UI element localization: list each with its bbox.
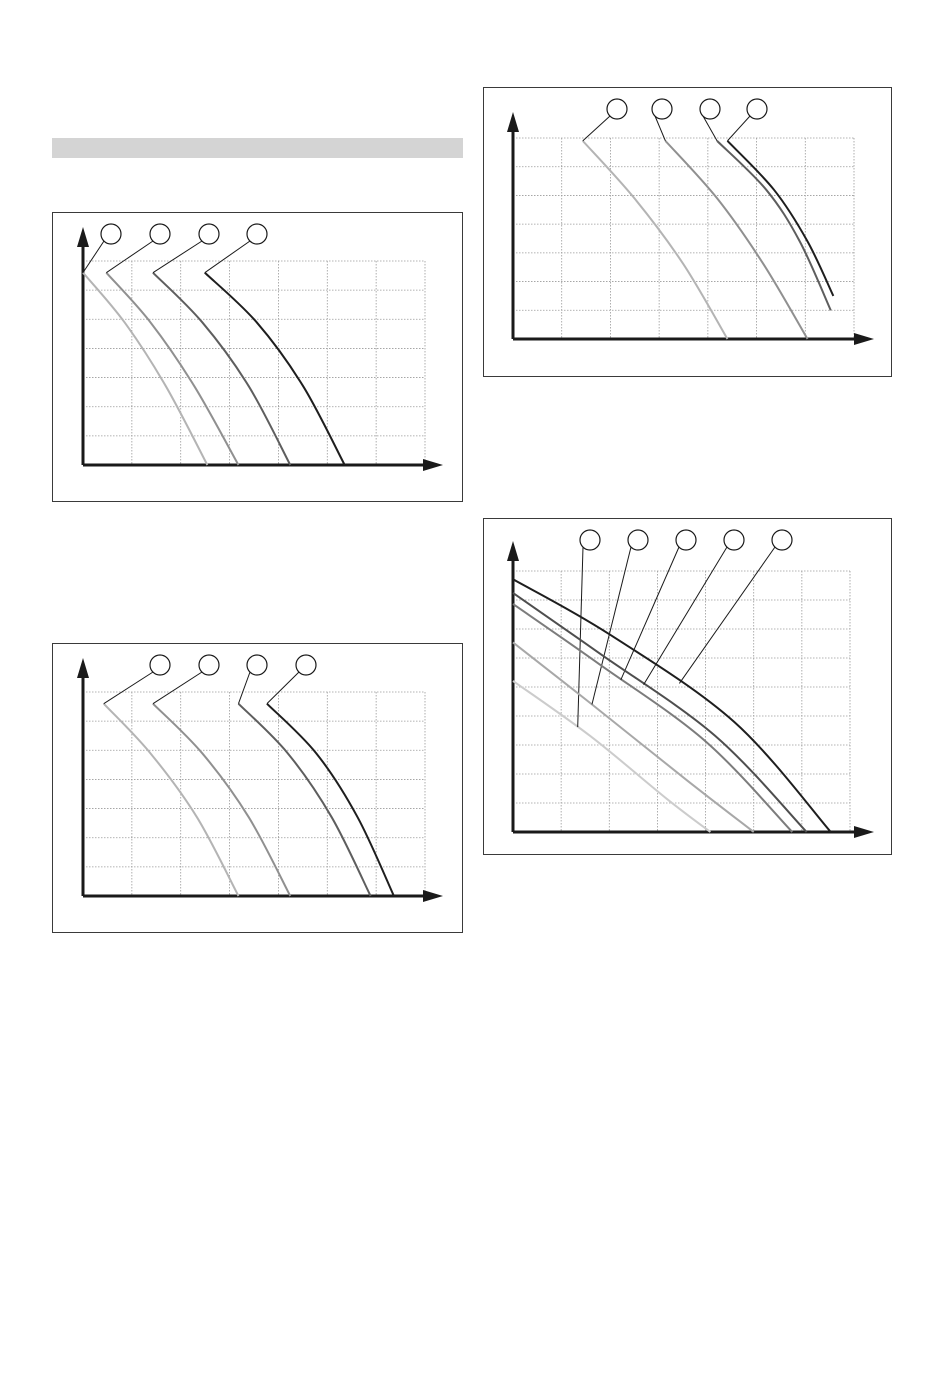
chart-1-y-axis-arrow: [77, 227, 89, 247]
chart-2-callout-4-leader: [267, 672, 299, 704]
chart-4-x-axis-arrow: [854, 826, 874, 838]
chart-3-series-2-line: [665, 141, 807, 339]
chart-4-series-5-line: [513, 579, 831, 832]
chart-3-x-axis-arrow: [854, 333, 874, 345]
chart-3-callout-2-leader: [655, 116, 665, 141]
chart-3-series-4-line: [727, 141, 833, 296]
chart-4-y-axis-arrow: [507, 541, 519, 561]
chart-4-callout-5-leader: [679, 547, 775, 683]
chart-panel-1: [52, 212, 463, 502]
chart-3-callout-3-leader: [703, 116, 717, 141]
chart-2-y-axis-arrow: [77, 658, 89, 678]
chart-4-callout-1-leader: [578, 547, 583, 727]
chart-4-series-3-line: [513, 604, 792, 832]
chart-panel-2: [52, 643, 463, 933]
chart-2-callout-1-leader: [104, 672, 153, 704]
chart-4-series-1-line: [513, 681, 710, 832]
chart-2-svg: [53, 644, 464, 934]
chart-panel-4: [483, 518, 892, 855]
chart-1-callout-4-leader: [205, 241, 250, 273]
chart-panel-3: [483, 87, 892, 377]
chart-2-callout-3-leader: [238, 672, 250, 704]
chart-1-callout-3-leader: [153, 241, 202, 273]
chart-3-callout-4-leader: [727, 116, 750, 141]
chart-3-y-axis-arrow: [507, 112, 519, 132]
chart-4-svg: [484, 519, 893, 856]
chart-2-x-axis-arrow: [423, 890, 443, 902]
section-heading-bar: [52, 138, 463, 158]
chart-3-series-1-line: [583, 141, 728, 339]
chart-1-x-axis-arrow: [423, 459, 443, 471]
chart-3-callout-1-leader: [583, 116, 610, 141]
chart-2-callout-2-leader: [153, 672, 202, 704]
chart-3-series-3-line: [717, 141, 831, 310]
chart-1-svg: [53, 213, 464, 503]
chart-1-callout-2-leader: [106, 241, 153, 273]
chart-3-svg: [484, 88, 893, 378]
